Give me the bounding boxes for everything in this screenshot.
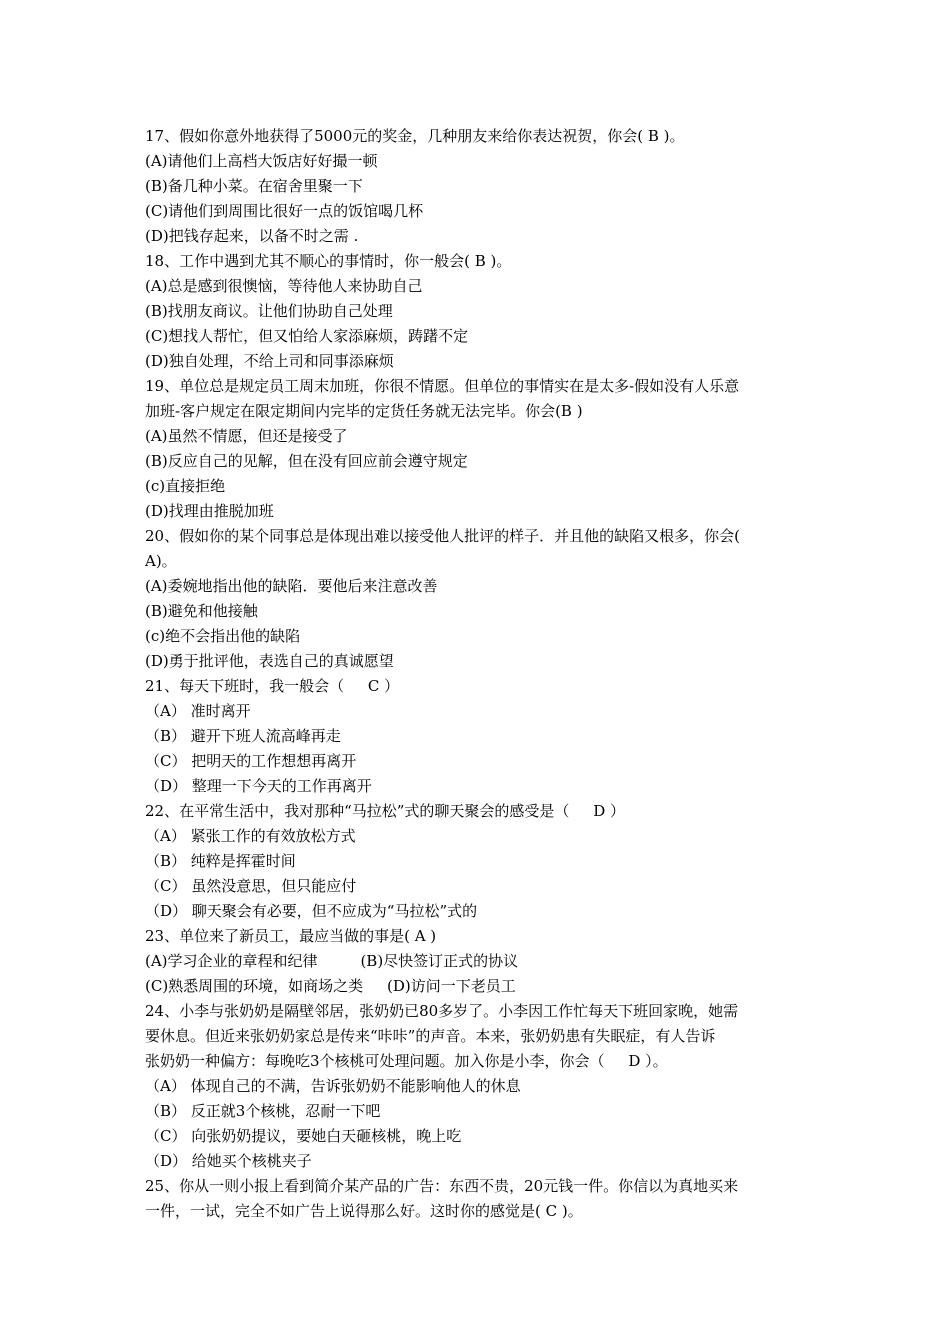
text-line: （B） 反正就3个核桃，忍耐一下吧 [145,1102,381,1120]
text-line: 23、单位来了新员工，最应当做的事是( A ) [145,927,437,945]
text-line: (B)备几种小菜。在宿舍里聚一下 [145,177,363,195]
text-line: 22、在平常生活中，我对那种“马拉松”式的聊天聚会的感受是（ D ） [145,802,626,820]
text-line: （D） 聊天聚会有必要，但不应成为“马拉松”式的 [145,902,478,920]
text-line: （D） 整理一下今天的工作再离开 [145,777,372,795]
text-line: （C） 向张奶奶提议，要她白天砸核桃，晚上吃 [145,1127,462,1145]
text-line: （A） 准时离开 [145,702,251,720]
text-line: (D)找理由推脱加班 [145,502,274,520]
text-line: (C)熟悉周围的环境，如商场之类 (D)访问一下老员工 [145,977,516,995]
text-line: （B） 纯粹是挥霍时间 [145,852,296,870]
text-line: 一件，一试，完全不如广告上说得那么好。这时你的感觉是( C )。 [145,1202,583,1220]
text-line: 21、每天下班时，我一般会（ C ） [145,677,400,695]
text-line: (C)想找人帮忙，但又怕给人家添麻烦，踌躇不定 [145,327,469,345]
text-line: (c)绝不会指出他的缺陷 [145,627,301,645]
text-line: 要休息。但近来张奶奶家总是传来“咔咔”的声音。本来，张奶奶患有失眠症，有人告诉 [145,1027,716,1045]
text-line: 24、小李与张奶奶是隔壁邻居，张奶奶已80多岁了。小李因工作忙每天下班回家晚，她需 [145,1002,739,1020]
text-line: 20、假如你的某个同事总是体现出难以接受他人批评的样子．并且他的缺陷又根多，你会( [145,527,740,545]
text-line: （C） 虽然没意思，但只能应付 [145,877,357,895]
document-page [145,124,815,1224]
text-line: (A)学习企业的章程和纪律 (B)尽快签订正式的协议 [145,952,519,970]
text-line: 19、单位总是规定员工周末加班，你很不情愿。但单位的事情实在是太多-假如没有人乐意 [145,377,740,395]
text-line: 张奶奶一种偏方：每晚吃3个核桃可处理问题。加入你是小李，你会（ D ）。 [145,1052,668,1070]
text-line: (B)找朋友商议。让他们协助自己处理 [145,302,393,320]
text-line: (A)虽然不情愿，但还是接受了 [145,427,348,445]
text-line: （A） 紧张工作的有效放松方式 [145,827,356,845]
text-line: （C） 把明天的工作想想再离开 [145,752,357,770]
text-line: (D)把钱存起来，以备不时之需 . [145,227,359,245]
text-line: 18、工作中遇到尤其不顺心的事情时，你一般会( B )。 [145,252,512,270]
text-line: (B)避免和他接触 [145,602,258,620]
text-line: (C)请他们到周围比很好一点的饭馆喝几杯 [145,202,424,220]
text-line: 加班-客户规定在限定期间内完毕的定货任务就无法完毕。你会(B ) [145,402,583,420]
text-line: 17、假如你意外地获得了5000元的奖金，几种朋友来给你表达祝贺，你会( B )。 [145,127,685,145]
text-line: (D)勇于批评他，表选自己的真诚愿望 [145,652,394,670]
text-line: 25、你从一则小报上看到简介某产品的广告：东西不贵，20元钱一件。你信以为真地买来 [145,1177,739,1195]
text-line: (A)请他们上高档大饭店好好撮一顿 [145,152,378,170]
text-line: （D） 给她买个核桃夹子 [145,1152,312,1170]
text-line: (c)直接拒绝 [145,477,226,495]
text-line: （A） 体现自己的不满，告诉张奶奶不能影响他人的休息 [145,1077,521,1095]
text-line: (D)独自处理，不给上司和同事添麻烦 [145,352,394,370]
text-line: (A)总是感到很懊恼，等待他人来协助自己 [145,277,423,295]
text-line: (B)反应自己的见解，但在没有回应前会遵守规定 [145,452,468,470]
text-line: (A)委婉地指出他的缺陷．要他后来注意改善 [145,577,438,595]
text-line: （B） 避开下班人流高峰再走 [145,727,341,745]
text-line: A)。 [145,552,177,570]
